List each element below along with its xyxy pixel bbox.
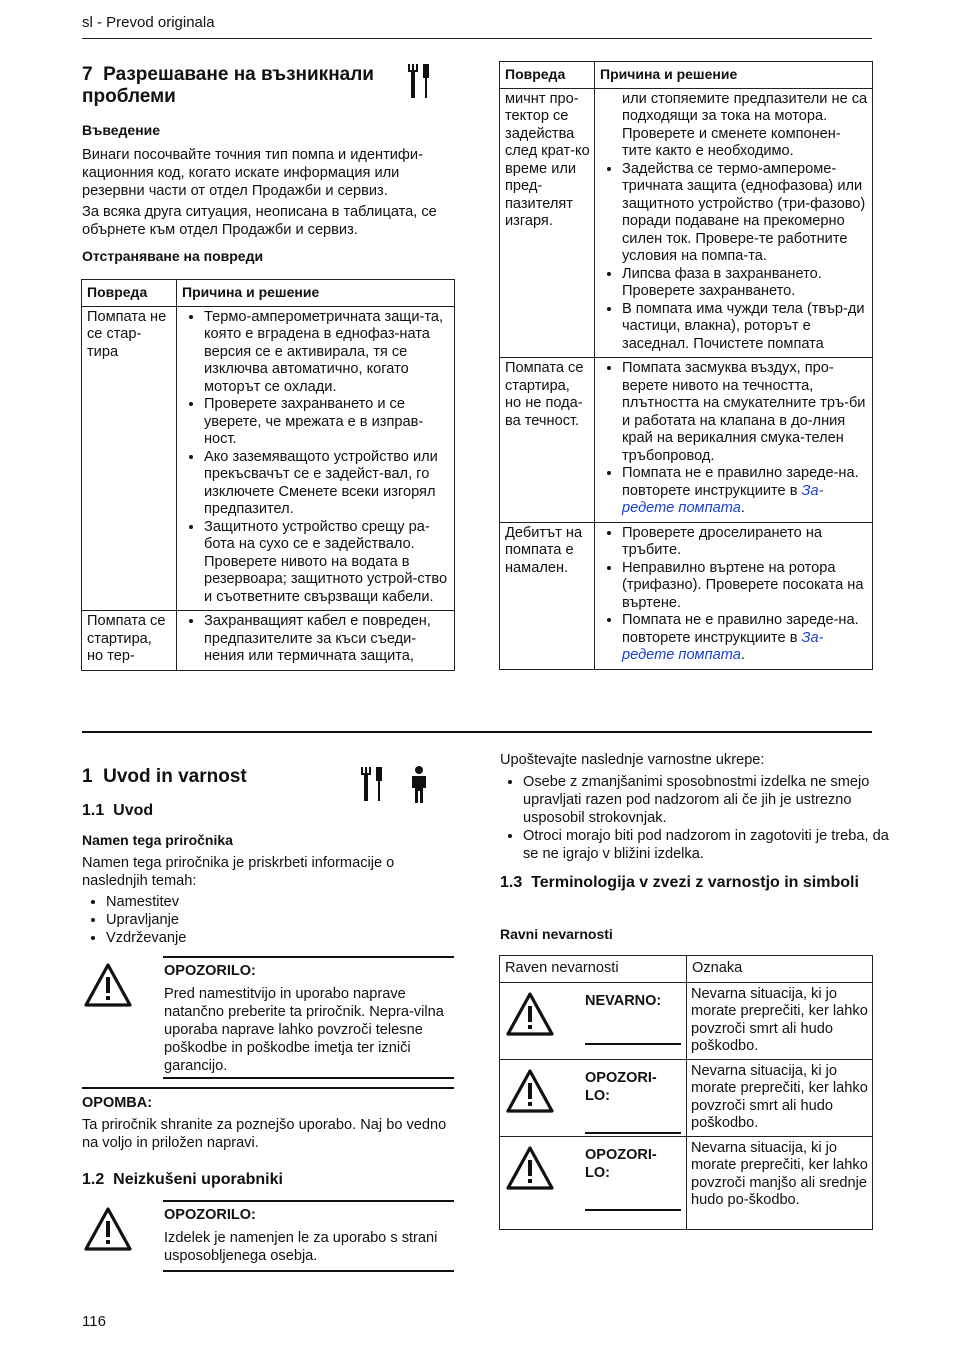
sl-subsection-1-3: 1.3 Terminologija v zvezi z varnostjo in simboli [500,874,859,891]
sl-purpose-paragraph: Namen tega priročnika je priskrbeti informacije o naslednjih temah: [82,855,395,889]
list-item: • Захранващият кабел е повреден, предпазителите за къси съеди-нения или термичната защита, [204,613,450,666]
list-item: • Неправилно въртене на ротора (трифазно). Проверете посоката на въртене. [622,560,868,613]
warning-triangle-icon [83,962,133,1008]
level-description: Nevarna situacija, ki jo morate preprečiti, ker lahko povzroči smrt ali hudo poškodbo. [687,982,873,1059]
level-cell [500,1136,687,1229]
warning-triangle-icon [83,1206,133,1252]
table-row [500,88,873,358]
bg-intro-paragraph-1: Винаги посочвайте точния тип помпа и идентифи-кационния код, когато искате информация или резервни части от отдел Продажби и сервиз. [82,147,423,199]
section-divider [82,731,872,733]
level-label: NEVARNO: [585,992,662,1009]
list-item: • В помпата има чужди тела (твър-ди частици, влакна), роторът е заседнал. Почистете помпата [622,301,868,354]
prime-pump-link[interactable]: За-редете помпата [622,482,824,516]
warning-triangle-icon [505,1068,555,1114]
cause-cell [177,611,455,671]
header-divider [82,38,872,39]
warning-top-rule [163,1200,454,1202]
note-top-rule [82,1087,454,1089]
warning-label: OPOZORILO: [164,1207,256,1223]
bg-troubleshooting-table-right [499,61,873,670]
list-item: • Проверете дроселирането на тръбите. [622,525,868,560]
sl-subsection-1-2: 1.2 Neizkušeni uporabniki [82,1171,283,1188]
warning-text: Izdelek je namenjen le za uporabo s strani usposobljenega osebja. [164,1230,438,1264]
col-header-level: Raven nevarnosti [500,956,687,983]
cause-cell [595,358,873,523]
list-item: • Помпата не е правилно зареде-на. повторете инструкциите в За-редете помпата. [622,612,868,665]
bg-intro-paragraph-2: За всяка друга ситуация, неописана в таблицата, се обърнете към отдел Продажби и сервиз. [82,204,437,238]
cause-cell [595,522,873,669]
sl-section-title: 1 Uvod in varnost [82,766,247,787]
sl-hazard-levels-heading: Ravni nevarnosti [500,926,613,942]
caution-triangle-icon [505,1145,555,1191]
level-cell [500,1059,687,1136]
table-row [500,358,873,523]
page-number: 116 [82,1313,106,1330]
col-header-mark: Oznaka [687,956,873,983]
level-label: OPOZORI-LO: [585,1069,657,1104]
level-description: Nevarna situacija, ki jo morate preprečiti, ker lahko povzroči smrt ali hudo poškodbo. [687,1059,873,1136]
list-item: • Задействa се термо-амперомe-тричната защита (еднофазова) или защитното устройство (три-фазово) поради подаване на прекомерно силен ток. Проверe-те работните условия на помпа-та. [622,161,868,266]
list-item: • Ако заземяващото устройство или прекъсвачът се е задейст-вал, го изключете Сменете всеки изгорял предпазител. [204,449,450,519]
sl-purpose-list [82,893,478,947]
tools-icon [402,62,436,102]
cause-cell [177,306,455,611]
prime-pump-link[interactable]: За-редете помпата [622,629,824,663]
operator-person-icon [406,765,432,805]
list-item: • Помпата засмуква въздух, про-верете нивото на течността, плътността на смукателните тръ-би и работата на клапана в до-лния край на верикалния смука-телен тръбопровод. [622,360,868,465]
col-header-fault: Повреда [82,280,177,307]
col-header-cause: Причина и решение [595,62,873,89]
bg-section-title: 7 Разрешаване на възникнали проблеми [82,64,374,107]
table-row [500,1136,873,1229]
sl-purpose-heading: Namen tega priročnika [82,832,233,848]
fault-cell: Дебитът на помпата е намален. [500,522,595,669]
fault-cell: Помпата не се стар-тира [82,306,177,611]
list-item: • Namestitev [106,893,478,911]
sl-safety-list [500,773,895,863]
danger-triangle-icon [505,991,555,1037]
list-item: • Vzdrževanje [106,929,478,947]
table-row [82,611,455,671]
level-rule [585,1043,681,1045]
tools-icon [358,765,388,805]
list-item: • Защитното устройство срещу ра-бота на сухо се е задействало. Проверете нивото на водата в резервоара; защитното устрой-ство и съответните свързващи кабели. [204,519,450,607]
running-header: sl - Prevod originala [82,14,215,31]
hazard-levels-table [499,955,873,1230]
level-rule [585,1132,681,1134]
list-item: • Липсва фаза в захранването. Проверете захранването. [622,266,868,301]
warning-text: Pred namestitvijo in uporabo naprave natančno preberite ta priročnik. Nepra-vilna uporaba naprave lahko povzroči telesne poškodbe in poškodbe imetja ter izniči garancijo. [164,986,444,1074]
bg-troubleshooting-table-left [81,279,455,671]
warning-bottom-rule [163,1270,454,1272]
list-item: • Upravljanje [106,911,478,929]
level-cell [500,982,687,1059]
fault-cell: Помпата се стартира, но не пода-ва течност. [500,358,595,523]
fault-cell: Помпата се стартира, но тер- [82,611,177,671]
sl-subsection-1-1: 1.1 Uvod [82,802,154,819]
cause-cell [595,88,873,358]
level-label: OPOZORI-LO: [585,1146,657,1181]
fault-cell: мичнт про-тектор се задейства след крат-ко време или пред-пазителят изгаря. [500,88,595,358]
col-header-cause: Причина и решение [177,280,455,307]
warning-top-rule [163,956,454,958]
warning-label: OPOZORILO: [164,963,256,979]
table-row [500,982,873,1059]
level-description: Nevarna situacija, ki jo morate preprečiti, ker lahko povzroči manjšo ali srednje hudo po-škodbo. [687,1136,873,1229]
bg-intro-heading: Въведение [82,122,161,138]
level-rule [585,1209,681,1211]
list-item: • Osebe z zmanjšanimi sposobnostmi izdelka ne smejo upravljati razen pod nadzorom ali če jih je ustrezno usposobil strokovnjak. [523,773,895,827]
list-item: • Помпата не е правилно зареде-на. повторете инструкциите в За-редете помпата. [622,465,868,518]
sl-safety-intro: Upoštevajte naslednje varnostne ukrepe: [500,752,765,768]
bg-troubleshooting-heading: Отстраняване на повреди [82,248,264,264]
table-row [500,522,873,669]
col-header-fault: Повреда [500,62,595,89]
note-label: OPOMBA: [82,1095,153,1111]
note-text: Ta priročnik shranite za poznejšo uporabo. Naj bo vedno na voljo in priložen napravi. [82,1117,447,1151]
warning-bottom-rule [163,1077,454,1079]
continued-text: или стопяемите предпазители не са подходящи за тока на мотора. Проверете и сменете компонен-тите както е необходимо. [622,90,868,159]
list-item: • Проверете захранването и се уверете, че мрежата е в изправ-ност. [204,396,450,449]
list-item: • Термо-амперометричната защи-та, която е вградена в еднофаз-ната версия се е активирала, тя се изключва автоматично, когато моторът се охлади. [204,309,450,397]
table-row [82,306,455,611]
list-item: • Otroci morajo biti pod nadzorom in zagotoviti je treba, da se ne igrajo v bližini izdelka. [523,827,895,863]
table-row [500,1059,873,1136]
